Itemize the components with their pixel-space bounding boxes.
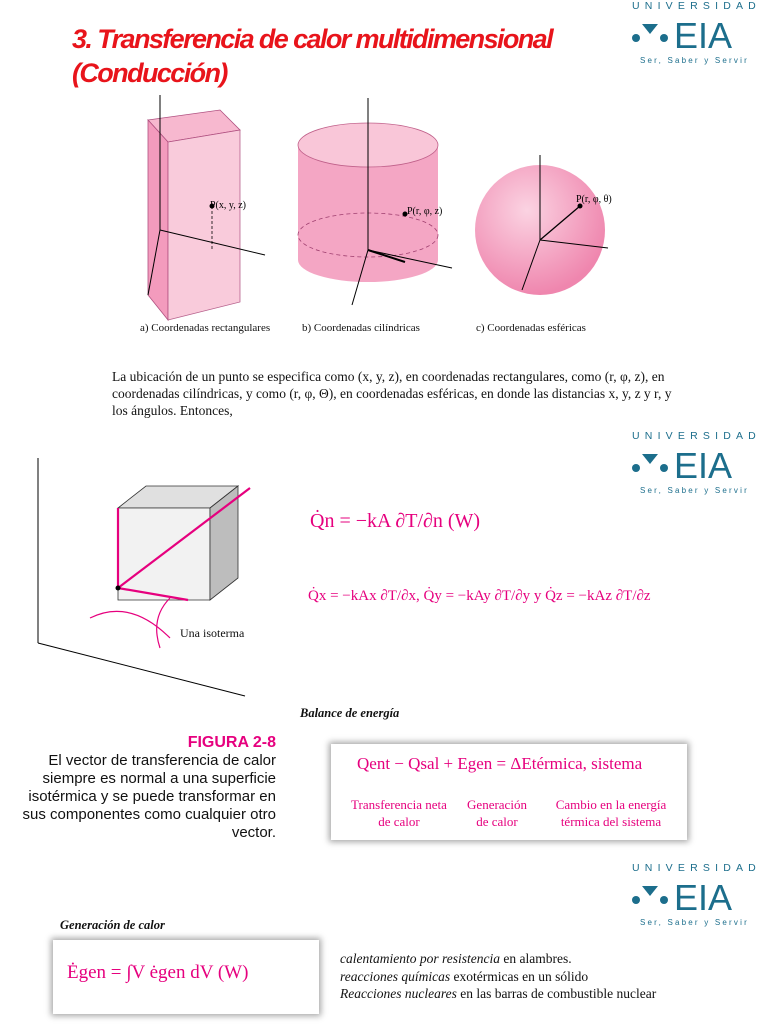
page-title: 3. Transferencia de calor multidimensional (Conducción) [72, 24, 552, 88]
logo-name: EIA [674, 446, 733, 480]
figure-heading: FIGURA 2-8 [187, 734, 276, 751]
logo-name: EIA [674, 878, 733, 912]
heat-vector-figure [10, 448, 300, 713]
caption-rectangular: a) Coordenadas rectangulares [140, 322, 271, 334]
point-label-sph: P(r, φ, θ) [576, 194, 612, 205]
term-energy-change: Cambio en la energía térmica del sistema [555, 797, 667, 829]
logo-slogan: Ser, Saber y Servir [640, 56, 749, 65]
logo-slogan: Ser, Saber y Servir [640, 486, 749, 495]
rectangular-box [148, 95, 265, 320]
energy-balance-box [331, 744, 687, 840]
term-net-heat: Transferencia neta de calor [351, 797, 447, 829]
caption-spherical: c) Coordenadas esféricas [476, 322, 586, 334]
energy-balance-equation: Qent − Qsal + Egen = ΔEtérmica, sistema [357, 754, 643, 773]
university-logo [628, 0, 768, 70]
caption-cylindrical: b) Coordenadas cilíndricas [302, 322, 420, 334]
logo-slogan: Ser, Saber y Servir [640, 918, 749, 927]
eia-logo-mark [628, 446, 768, 480]
sphere [475, 155, 608, 295]
logo-name: EIA [674, 16, 733, 50]
university-logo [628, 430, 768, 500]
example-line: Reacciones nucleares en las barras de combustible nuclear [340, 986, 657, 1001]
equation-qn: Q̇n = −kA ∂T/∂n (W) [310, 510, 481, 532]
equation-components: Q̇x = −kAx ∂T/∂x, Q̇y = −kAy ∂T/∂y y Q̇z = −kAz ∂T/∂z [308, 588, 651, 604]
generation-label: Generación de calor [60, 918, 165, 932]
term-heat-generation: Generación de calor [467, 797, 527, 829]
figure-text: El vector de transferencia de calor siempre es normal a una superficie isotérmica y se puede transformar en sus componentes como cualquier otro vector. [22, 752, 276, 841]
logo-university-text: UNIVERSIDAD [632, 0, 761, 12]
balance-label: Balance de energía [300, 706, 400, 720]
eia-logo-mark [628, 878, 768, 912]
eia-logo-mark [628, 16, 768, 50]
generation-box [53, 940, 319, 1014]
generation-examples [340, 950, 760, 1003]
logo-university-text: UNIVERSIDAD [632, 430, 761, 442]
isotherm-label: Una isoterma [180, 626, 245, 640]
cylinder [298, 98, 452, 305]
location-paragraph: La ubicación de un punto se especifica como (x, y, z), en coordenadas rectangulares, como (r, φ, z), en coordenadas cilíndricas, y como (r, φ, Θ), en coordenadas esféricas, en donde las distancias x, y, z y r, y los ángulos. Entonces, [112, 369, 672, 418]
coordinate-systems-figure [130, 90, 650, 340]
example-line: reacciones químicas exotérmicas en un sólido [340, 968, 589, 984]
university-logo [628, 862, 768, 932]
figure-2-8-caption [6, 734, 276, 842]
point-label-rect: P(x, y, z) [210, 200, 247, 211]
point-label-cyl: P(r, φ, z) [407, 206, 443, 217]
generation-equation: Ėgen = ∫V ėgen dV (W) [67, 962, 249, 983]
example-line: calentamiento por resistencia en alambres. [340, 951, 572, 966]
logo-university-text: UNIVERSIDAD [632, 862, 761, 874]
